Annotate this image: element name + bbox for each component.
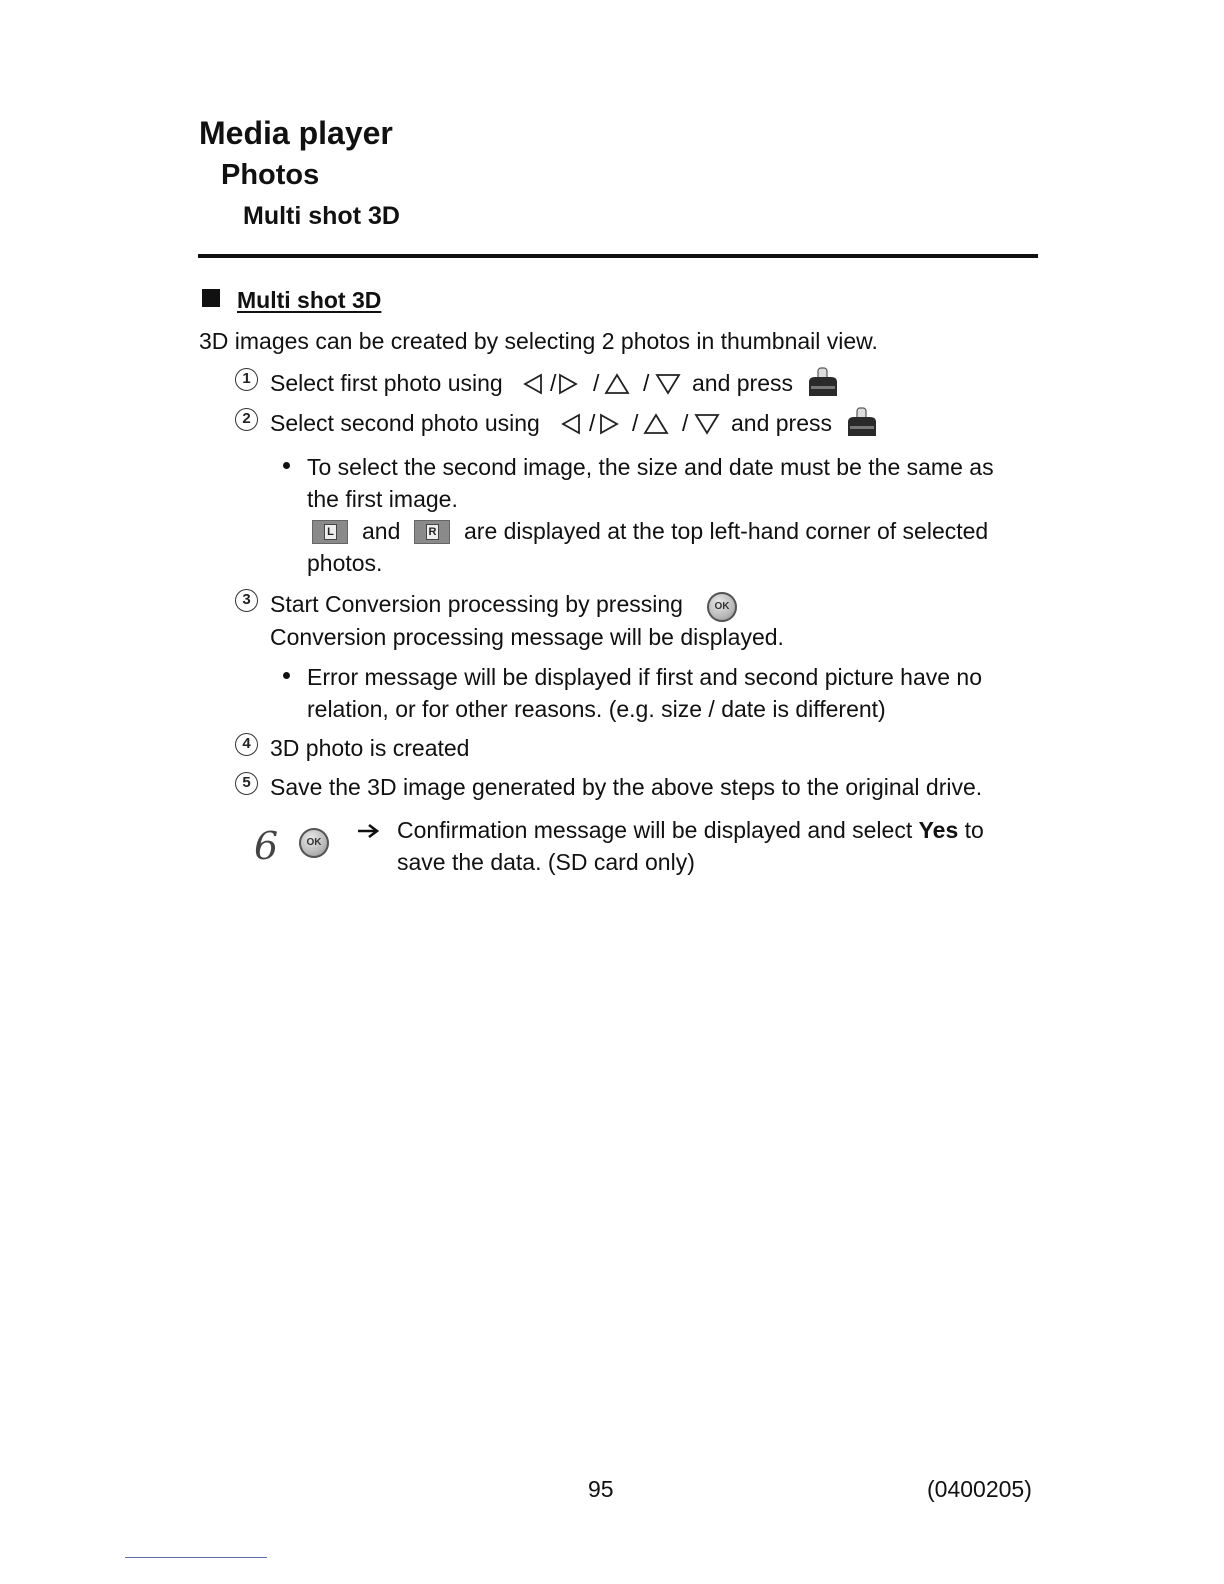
step-1-separator-2: / [593,370,600,396]
page-subtitle: Photos [221,159,320,191]
right-arrow-icon [356,822,382,840]
section-square-icon [202,289,220,307]
ok-button-icon [299,828,329,858]
left-arrow-icon [521,372,545,396]
save-line-1-text: Confirmation message will be displayed and select [397,817,913,843]
note-2-line-2: relation, or for other reasons. (e.g. size / date is different) [307,696,886,722]
step-2-separator-3: / [682,410,689,436]
step-number-2: 2 [235,408,258,431]
down-arrow-icon [693,412,721,436]
left-badge-label: L [324,524,337,540]
yes-label: Yes [918,817,959,843]
left-arrow-icon [559,412,583,436]
step-3-line-1: Start Conversion processing by pressing [270,591,683,617]
step-2-separator-2: / [632,410,639,436]
bottom-divider [125,1557,267,1558]
ok-button-label: OK [714,601,730,612]
bullet-icon [283,672,290,679]
step-1-separator-1: / [550,370,557,396]
note-1-line-3: are displayed at the top left-hand corner of selected [464,518,989,544]
note-1-and: and [362,518,401,544]
ok-button-icon [707,592,737,622]
save-line-1-end: to [964,817,984,843]
step-1-and-press: and press [692,370,794,396]
right-badge-label: R [426,524,439,540]
step-5-text: Save the 3D image generated by the above steps to the original drive. [270,774,983,800]
step-number-3: 3 [235,589,258,612]
step-1-text: Select first photo using [270,370,503,396]
page-title: Media player [199,115,393,151]
section-intro: 3D images can be created by selecting 2 photos in thumbnail view. [199,328,878,354]
save-line-2: save the data. (SD card only) [397,849,695,875]
note-2-line-1: Error message will be displayed if first and second picture have no [307,664,983,690]
right-arrow-icon [556,372,580,396]
section-heading: Multi shot 3D [237,287,382,313]
step-4-text: 3D photo is created [270,735,470,761]
right-image-badge-icon [414,520,450,544]
document-code: (0400205) [927,1476,1032,1502]
note-1-line-4: photos. [307,550,383,576]
up-arrow-icon [603,372,631,396]
bullet-icon [283,462,290,469]
ok-button-label: OK [306,837,322,848]
left-image-badge-icon [312,520,348,544]
hand-press-icon [806,364,840,398]
step-2-and-press: and press [731,410,833,436]
step-3-line-2: Conversion processing message will be displayed. [270,624,784,650]
step-number-5: 5 [235,772,258,795]
step-2-separator-1: / [589,410,596,436]
save-line-1 [397,816,984,844]
up-arrow-icon [642,412,670,436]
page-number: 95 [588,1476,614,1502]
page-subsubtitle: Multi shot 3D [243,202,400,230]
step-number-1: 1 [235,368,258,391]
step-number-4: 4 [235,733,258,756]
title-divider [198,254,1038,258]
step-1-separator-3: / [643,370,650,396]
hand-press-icon [845,404,879,438]
step-2-text: Select second photo using [270,410,540,436]
note-1-line-2: the first image. [307,486,458,512]
key-6-icon: 6 [254,824,279,868]
note-1-line-1: To select the second image, the size and date must be the same as [307,454,994,480]
down-arrow-icon [654,372,682,396]
right-arrow-icon [597,412,621,436]
